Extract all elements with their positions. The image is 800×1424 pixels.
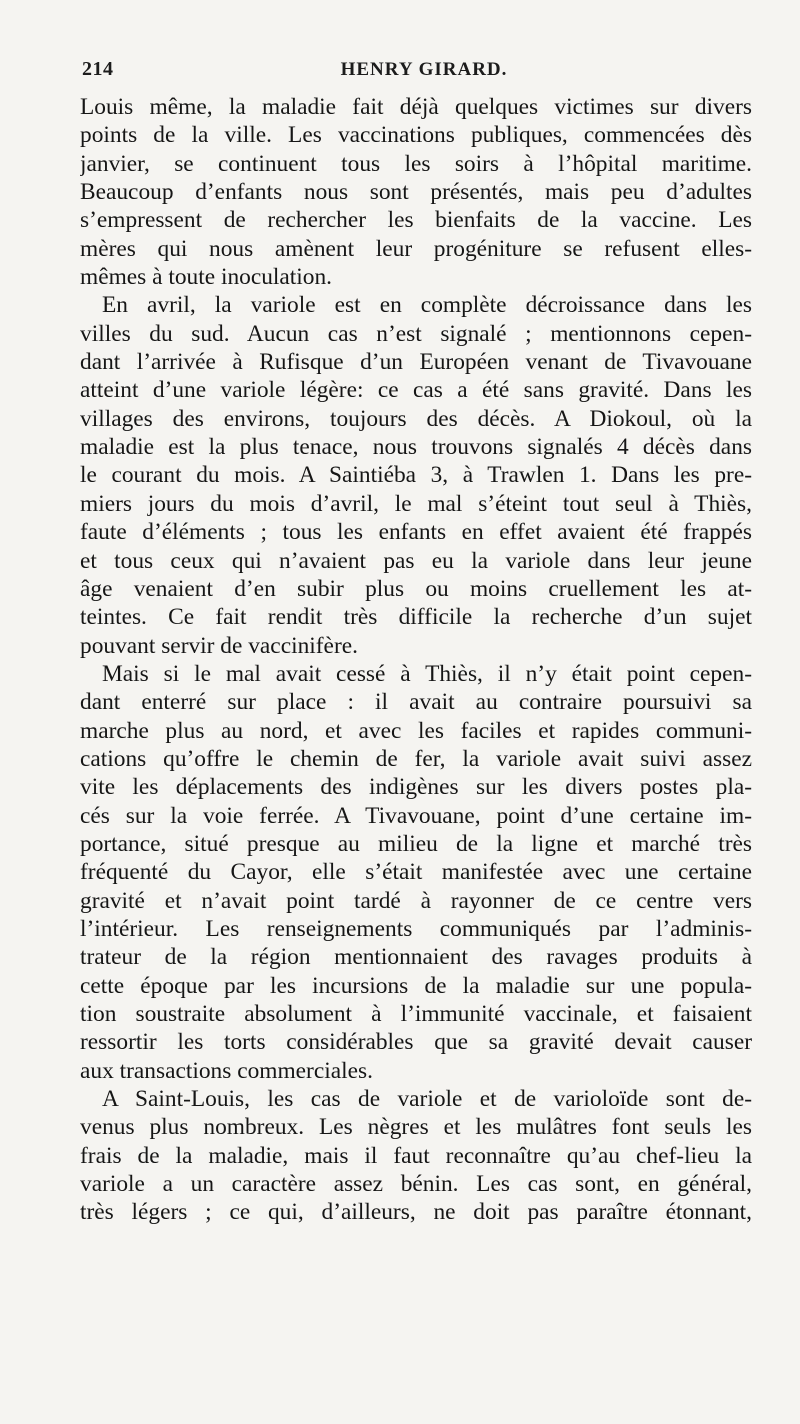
text-line: tion soustraite absolument à l’immunité vaccinale, et faisaient <box>80 1001 752 1027</box>
text-line: et tous ceux qui n’avaient pas eu la variole dans leur jeune <box>80 547 752 574</box>
text-line: Mais si le mal avait cessé à Thiès, il n’y était point cepen- <box>102 660 752 687</box>
text-line: pouvant servir de vaccinifère. <box>80 632 358 659</box>
body-text <box>80 93 752 1227</box>
text-line: s’empressent de rechercher les bienfaits de la vaccine. Les <box>80 207 752 234</box>
text-line: points de la ville. Les vaccinations publiques, commencées dès <box>80 122 752 149</box>
text-line: miers jours du mois d’avril, le mal s’éteint tout seul à Thiès, <box>80 490 752 517</box>
text-line: vite les déplacements des indigènes sur les divers postes pla- <box>80 774 752 801</box>
text-line: marche plus au nord, et avec les faciles et rapides communi- <box>80 717 752 744</box>
text-line: cations qu’offre le chemin de fer, la variole avait suivi assez <box>80 745 752 772</box>
text-line: mêmes à toute inoculation. <box>80 264 333 291</box>
text-line: dant enterré sur place : il avait au contraire poursuivi sa <box>80 689 752 716</box>
paragraph <box>80 660 752 1085</box>
text-line: ressortir les torts considérables que sa gravité devait causer <box>80 1029 752 1056</box>
text-line: cés sur la voie ferrée. A Tivavouane, point d’une certaine im- <box>80 802 752 829</box>
text-line: venus plus nombreux. Les nègres et les mulâtres font seuls les <box>80 1114 752 1141</box>
text-line: variole a un caractère assez bénin. Les cas sont, en général, <box>80 1171 752 1198</box>
text-line: faute d’éléments ; tous les enfants en effet avaient été frappés <box>80 519 752 546</box>
text-line: âge venaient d’en subir plus ou moins cruellement les at- <box>80 575 752 602</box>
paragraph <box>80 93 752 291</box>
text-line: janvier, se continuent tous les soirs à l’hôpital maritime. <box>80 150 752 177</box>
text-line: l’intérieur. Les renseignements communiqués par l’adminis- <box>80 915 752 942</box>
text-line: atteint d’une variole légère: ce cas a été sans gravité. Dans les <box>80 377 752 404</box>
text-line: villages des environs, toujours des décès. A Diokoul, où la <box>80 405 752 432</box>
page-number: 214 <box>82 58 114 80</box>
text-line: trateur de la région mentionnaient des ravages produits à <box>80 944 752 971</box>
text-line: mères qui nous amènent leur progéniture se refusent elles- <box>80 235 752 262</box>
text-line: le courant du mois. A Saintiéba 3, à Trawlen 1. Dans les pre- <box>80 462 752 489</box>
text-line: gravité et n’avait point tardé à rayonner de ce centre vers <box>80 887 752 914</box>
text-line: En avril, la variole est en complète décroissance dans les <box>102 292 752 319</box>
text-line: frais de la maladie, mais il faut reconnaître qu’au chef-lieu la <box>80 1142 752 1169</box>
text-line: aux transactions commerciales. <box>80 1057 373 1084</box>
paragraph <box>80 1085 752 1227</box>
page-header <box>80 58 752 88</box>
text-line: cette époque par les incursions de la maladie sur une popula- <box>80 972 752 999</box>
text-line: teintes. Ce fait rendit très difficile la recherche d’un sujet <box>80 604 752 631</box>
text-line: dant l’arrivée à Rufisque d’un Européen venant de Tivavouane <box>80 349 752 376</box>
text-line: fréquenté du Cayor, elle s’était manifestée avec une certaine <box>80 859 752 886</box>
text-line: villes du sud. Aucun cas n’est signalé ; mentionnons cepen- <box>80 320 752 347</box>
running-head: HENRY GIRARD. <box>340 59 508 80</box>
text-line: portance, situé presque au milieu de la ligne et marché très <box>80 830 752 857</box>
text-line: très légers ; ce qui, d’ailleurs, ne doit pas paraître étonnant, <box>80 1199 752 1226</box>
paragraph <box>80 291 752 659</box>
text-line: Beaucoup d’enfants nous sont présentés, mais peu d’adultes <box>80 179 752 206</box>
text-line: maladie est la plus tenace, nous trouvons signalés 4 décès dans <box>80 434 752 461</box>
text-line: A Saint-Louis, les cas de variole et de varioloïde sont de- <box>102 1086 752 1113</box>
text-line: Louis même, la maladie fait déjà quelques victimes sur divers <box>80 94 752 120</box>
